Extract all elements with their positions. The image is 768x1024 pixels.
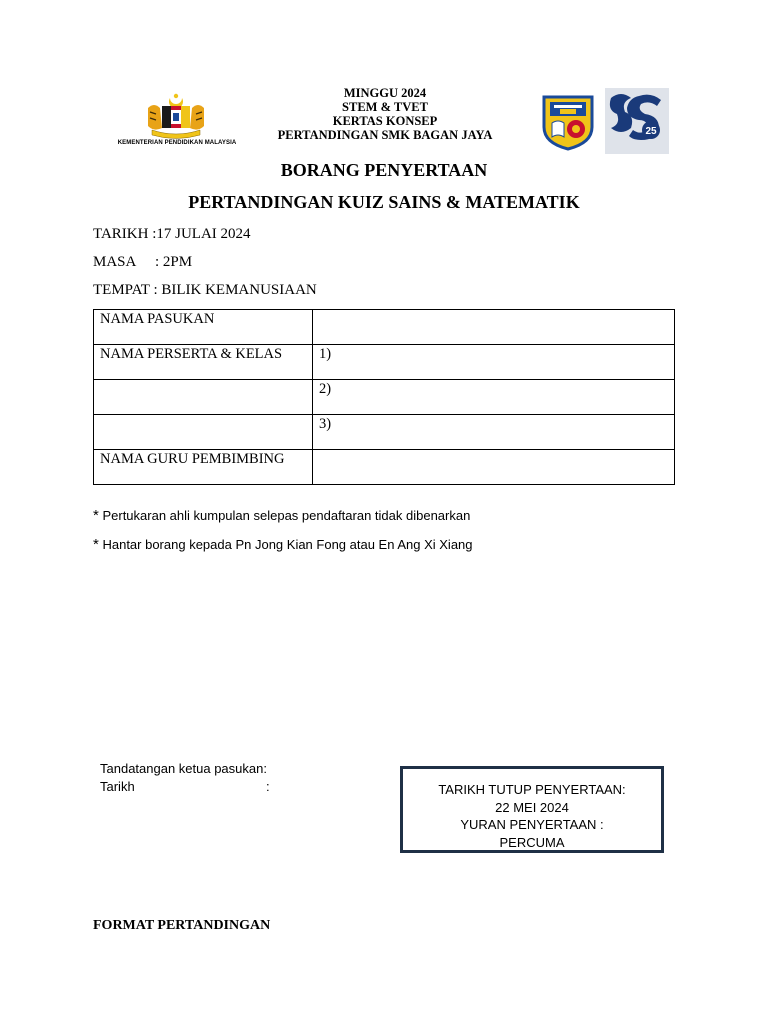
row-label xyxy=(94,415,313,450)
note-text: Hantar borang kepada Pn Jong Kian Fong atau En Ang Xi Xiang xyxy=(102,537,473,552)
header-line: KERTAS KONSEP xyxy=(332,114,438,128)
signature-label: Tandatangan ketua pasukan: xyxy=(100,761,267,776)
row-label: NAMA PASUKAN xyxy=(94,310,313,345)
fee-label: YURAN PENYERTAAN : xyxy=(460,817,604,832)
teacher-name-field[interactable] xyxy=(313,450,675,485)
fee-value: PERCUMA xyxy=(499,834,565,850)
anniversary-25-icon xyxy=(605,88,669,154)
school-crest-logo xyxy=(538,93,598,157)
closing-date-value: 22 MEI 2024 xyxy=(495,799,569,815)
header-line: MINGGU 2024 xyxy=(343,86,427,100)
svg-text:25: 25 xyxy=(645,126,657,137)
kpm-caption: KEMENTERIAN PENDIDIKAN MALAYSIA xyxy=(117,140,237,146)
row-label: NAMA GURU PEMBIMBING xyxy=(94,450,313,485)
table-row xyxy=(94,310,675,345)
time-value: : 2PM xyxy=(155,254,193,270)
table-row xyxy=(94,450,675,485)
participant-3-field[interactable]: 3) xyxy=(313,415,675,450)
row-label: NAMA PERSERTA & KELAS xyxy=(94,345,313,380)
format-heading: FORMAT PERTANDINGAN xyxy=(93,918,271,933)
closing-date-label: TARIKH TUTUP PENYERTAAN: xyxy=(438,782,626,797)
signature-date-label: Tarikh xyxy=(100,779,135,794)
school-crest-icon xyxy=(538,93,598,153)
header-block xyxy=(270,86,500,142)
note-bullet: * xyxy=(93,507,99,524)
note-line-1 xyxy=(93,507,470,524)
note-text: Pertukaran ahli kumpulan selepas pendaftaran tidak dibenarkan xyxy=(102,508,471,523)
note-line-2 xyxy=(93,536,473,553)
row-label xyxy=(94,380,313,415)
participant-1-field[interactable]: 1) xyxy=(313,345,675,380)
table-row xyxy=(94,415,675,450)
time-label: MASA xyxy=(93,254,137,270)
competition-title: PERTANDINGAN KUIZ SAINS & MATEMATIK xyxy=(188,192,580,212)
table-row xyxy=(94,380,675,415)
kpm-logo xyxy=(112,92,242,154)
note-bullet: * xyxy=(93,536,99,553)
info-venue: TEMPAT : BILIK KEMANUSIAAN xyxy=(93,282,317,298)
coat-of-arms-icon xyxy=(112,92,242,140)
closing-info-box xyxy=(400,766,664,853)
participant-2-field[interactable]: 2) xyxy=(313,380,675,415)
table-row xyxy=(94,345,675,380)
signature-date-colon: : xyxy=(266,779,270,794)
team-name-field[interactable] xyxy=(313,310,675,345)
header-line: STEM & TVET xyxy=(342,100,428,114)
info-time xyxy=(93,254,192,271)
anniversary-logo xyxy=(605,88,669,158)
info-date: TARIKH :17 JULAI 2024 xyxy=(93,226,251,242)
header-line: PERTANDINGAN SMK BAGAN JAYA xyxy=(277,128,493,142)
entry-form-table xyxy=(93,309,675,485)
form-title: BORANG PENYERTAAN xyxy=(280,160,488,180)
